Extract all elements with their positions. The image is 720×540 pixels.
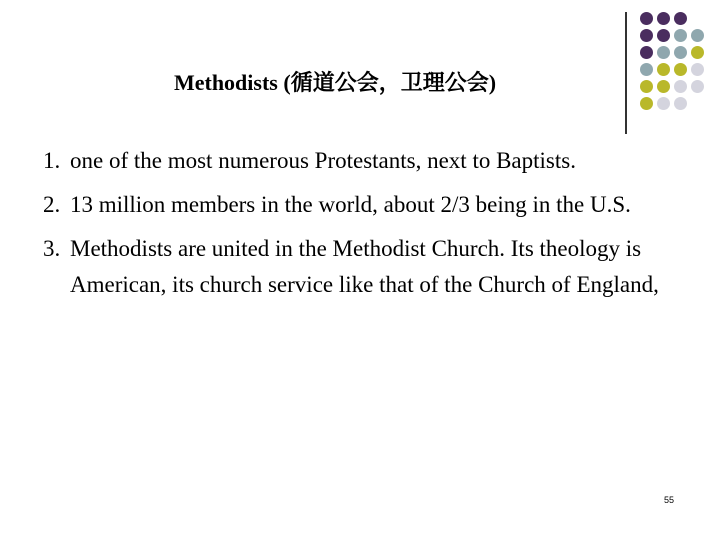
dot-purple — [640, 46, 653, 59]
dot-teal — [691, 29, 704, 42]
dot-light — [657, 97, 670, 110]
dot-light — [674, 97, 687, 110]
dot-teal — [640, 63, 653, 76]
dot-teal — [674, 29, 687, 42]
dot-olive — [640, 80, 653, 93]
dot-olive — [691, 46, 704, 59]
dot-purple — [657, 12, 670, 25]
dot-purple — [674, 12, 687, 25]
list-item — [43, 231, 673, 303]
dot-olive — [657, 63, 670, 76]
dot-olive — [657, 80, 670, 93]
list-item-text: one of the most numerous Protestants, next to Baptists. — [70, 148, 576, 173]
slide-body — [43, 143, 673, 311]
dot-olive — [674, 63, 687, 76]
title-latin: Methodists ( — [173, 70, 291, 95]
slide-title — [0, 66, 670, 97]
page-number: 55 — [664, 495, 675, 505]
list-item-number: 3. — [43, 236, 61, 261]
dot-olive — [640, 97, 653, 110]
dot-teal — [657, 46, 670, 59]
dot-light — [691, 63, 704, 76]
list-item — [43, 187, 673, 223]
dot-purple — [657, 29, 670, 42]
vertical-divider — [625, 12, 627, 134]
dot-purple — [640, 12, 653, 25]
list-item-text: Methodists are united in the Methodist Church. Its theology is American, its church service like that of the Church of England, — [70, 236, 659, 297]
list-item-text: 13 million members in the world, about 2/3 being in the U.S. — [70, 192, 631, 217]
dot-light — [691, 80, 704, 93]
title-close: ) — [488, 70, 497, 95]
dot-purple — [640, 29, 653, 42]
title-chinese: 循道公会，卫理公会 — [290, 70, 489, 96]
list-item-number: 1. — [43, 148, 61, 173]
list-item — [43, 143, 673, 179]
list-item-number: 2. — [43, 192, 61, 217]
dot-teal — [674, 46, 687, 59]
dot-light — [674, 80, 687, 93]
